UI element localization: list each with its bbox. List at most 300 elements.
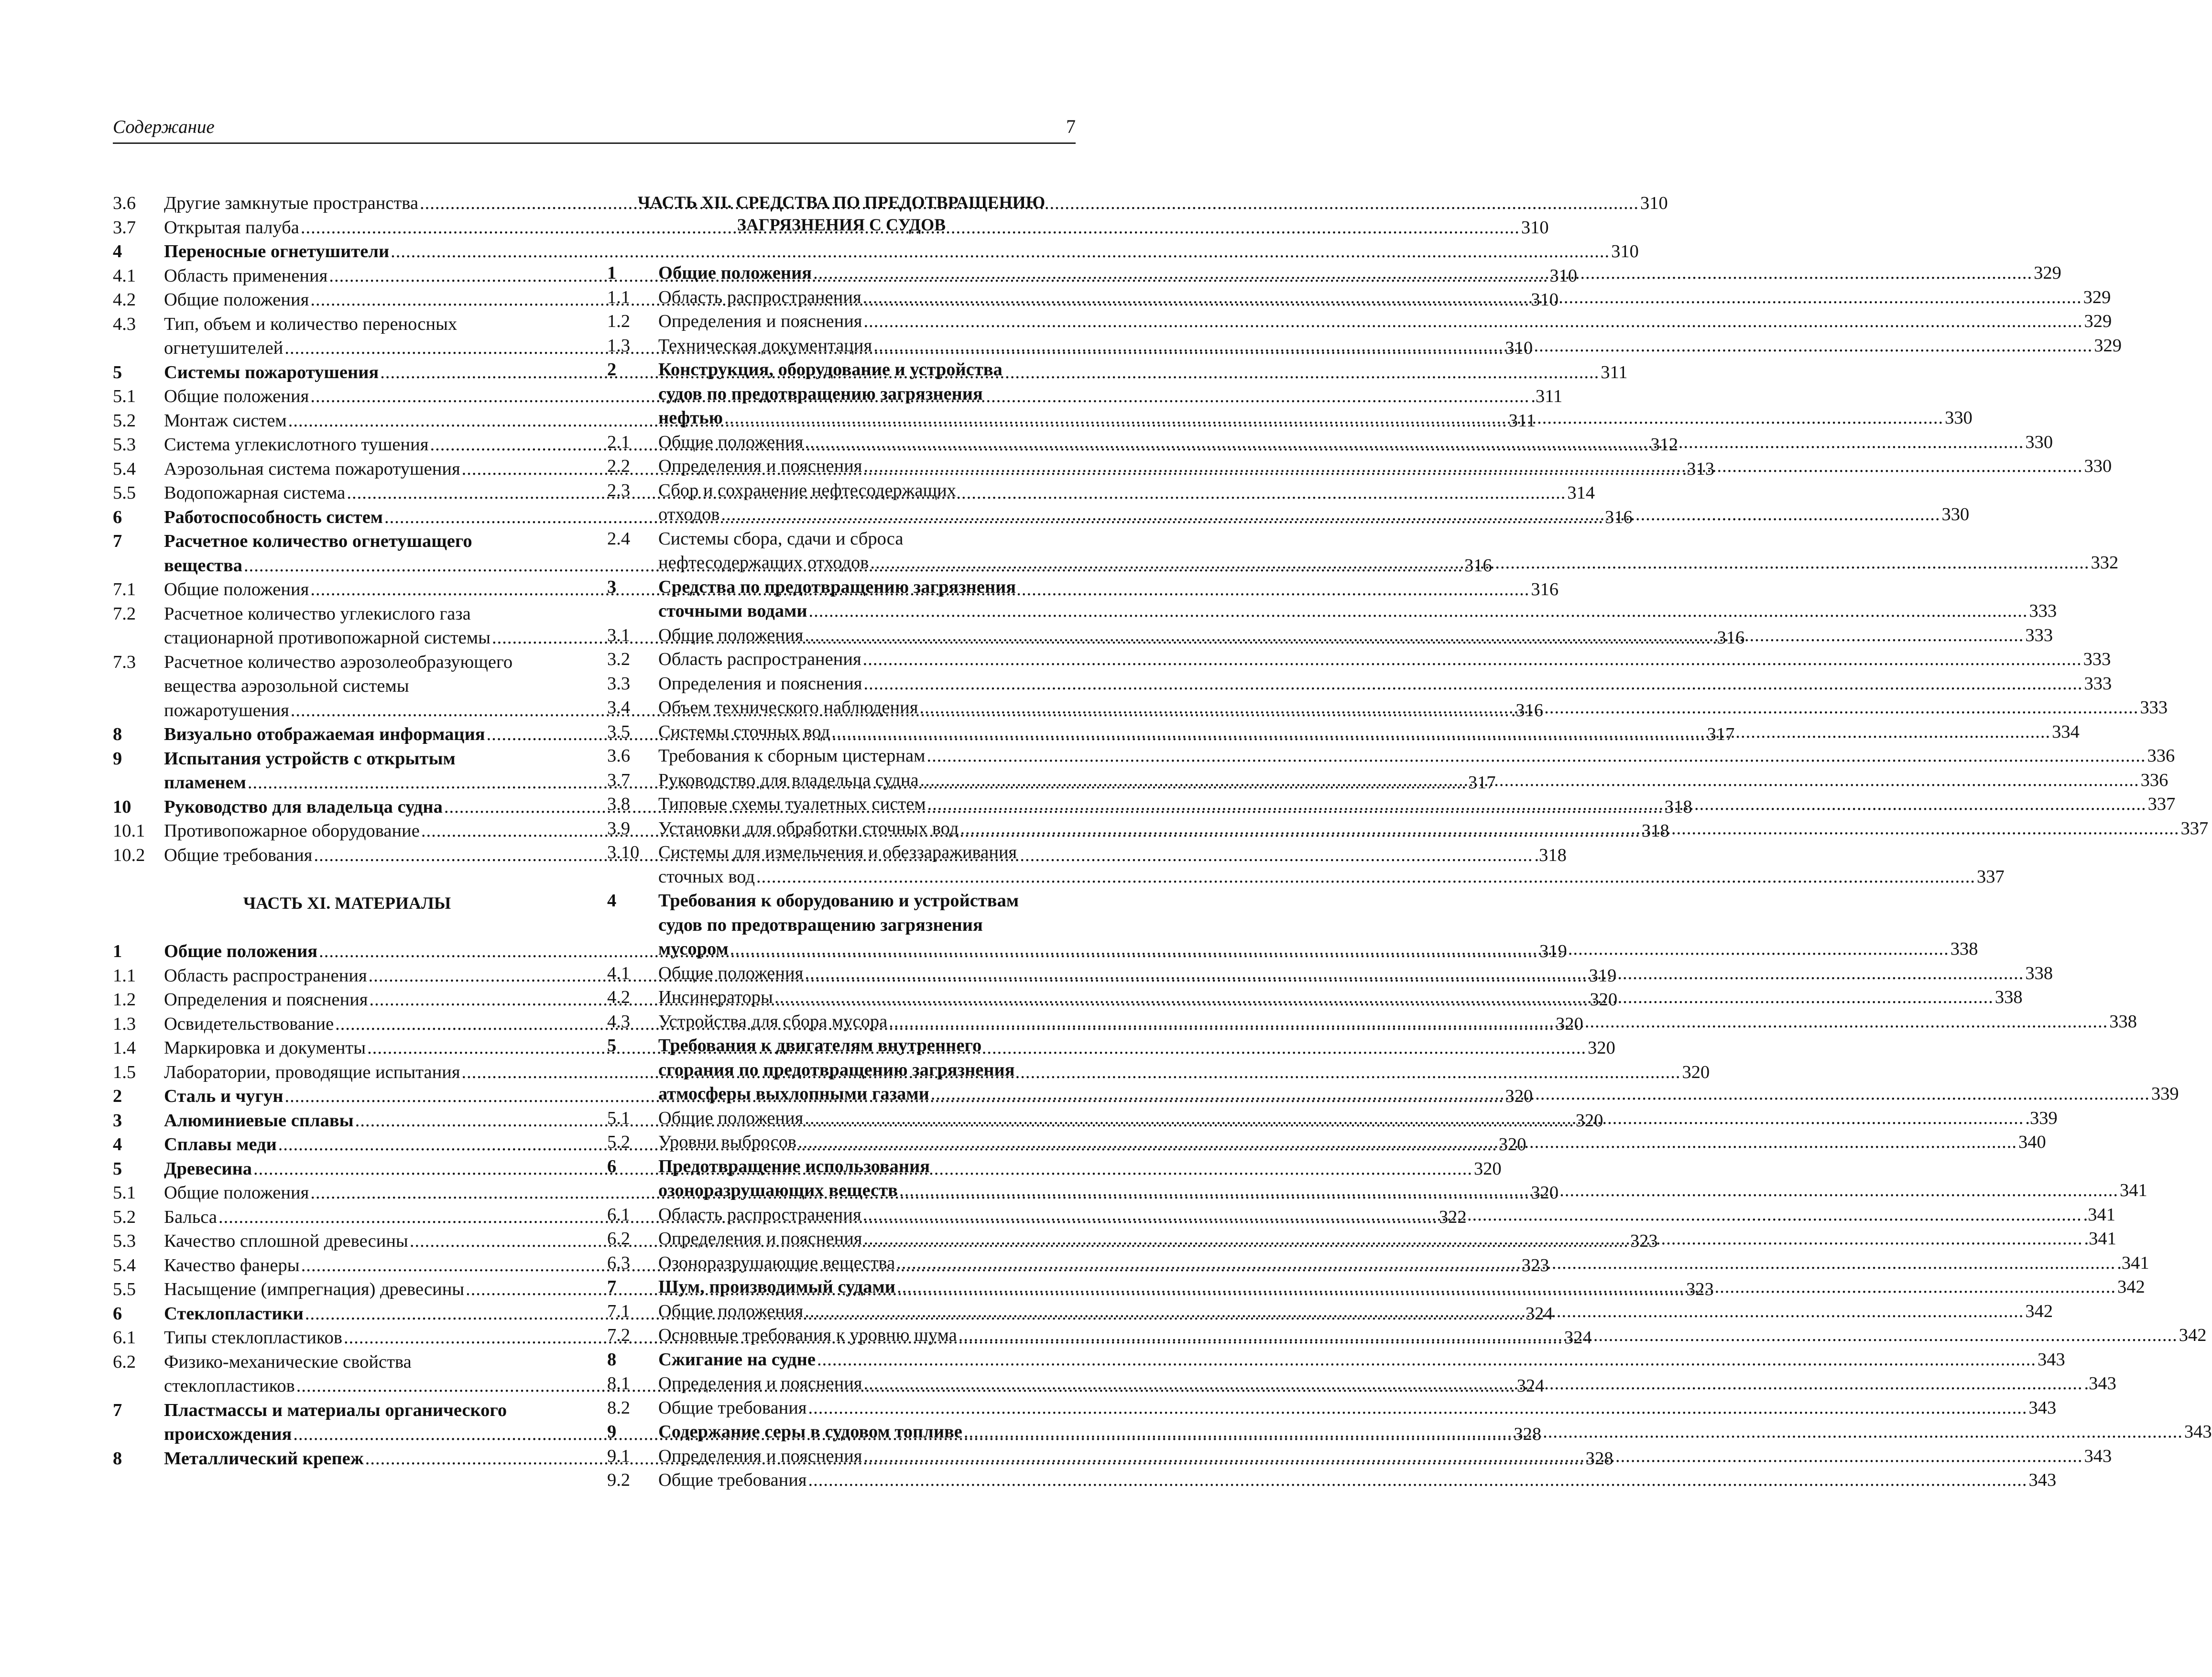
toc-entry-page: 310 (1505, 338, 1533, 358)
toc-entry-number: 1.3 (113, 1013, 136, 1034)
toc-entry-title: сточными водами (658, 601, 807, 621)
dot-leader (756, 865, 1975, 889)
toc-entry (607, 309, 2112, 334)
toc-entry-page: 318 (1664, 796, 1692, 817)
page-number: 7 (1066, 116, 1076, 137)
toc-entry-title: Инсинераторы (658, 987, 773, 1007)
toc-entry-number: 7.1 (607, 1301, 631, 1321)
toc-entry-page: 328 (1514, 1424, 1542, 1444)
toc-entry-number: 8.1 (607, 1373, 631, 1394)
toc-entry-title: Переносные огнетушители (164, 241, 390, 261)
dot-leader (864, 1372, 2083, 1396)
toc-entry-number: 3.7 (607, 770, 631, 790)
toc-entry-title: мусором (658, 939, 729, 959)
toc-entry-number: 5.5 (113, 1279, 136, 1299)
toc-entry-number: 5.1 (607, 1108, 631, 1128)
toc-entry-page: 320 (1498, 1134, 1526, 1154)
toc-entry-number: 9 (607, 1422, 617, 1442)
toc-entry-page: 330 (2084, 456, 2112, 476)
toc-entry-title: пламенем (164, 773, 246, 793)
toc-entry-number: 8 (113, 1448, 122, 1469)
dot-leader (721, 502, 1940, 527)
toc-entry-page: .316 (1511, 700, 1544, 720)
dot-leader (964, 1420, 2183, 1444)
toc-entry-title: Общие положения (658, 625, 804, 645)
toc-entry-page: 333 (2084, 673, 2112, 694)
toc-entry-title: Техническая документация (658, 335, 872, 356)
toc-entry-page: .341 (2084, 1229, 2116, 1249)
toc-entry-title: Руководство для владельца судна (658, 770, 919, 790)
toc-entry (113, 240, 1639, 264)
toc-entry-title: Общие положения (164, 290, 309, 310)
dot-leader (960, 817, 2179, 841)
dot-leader (774, 985, 1994, 1010)
toc-entry-title: Общие положения (658, 1301, 804, 1321)
toc-entry-title: Область распространения (164, 965, 367, 986)
toc-entry-page: .318 (1534, 845, 1567, 865)
toc-entry-title: Определения и пояснения (658, 456, 862, 476)
toc-entry-number: 1.2 (607, 311, 631, 331)
toc-entry-page: 312 (1650, 435, 1678, 455)
toc-entry-number: 2.2 (607, 456, 631, 476)
toc-entry-number: 3.3 (607, 673, 631, 694)
toc-entry-title: Водопожарная система (164, 483, 346, 503)
dot-leader (805, 623, 2024, 648)
toc-entry-title: судов по предотвращению загрязнения (658, 915, 983, 935)
toc-entry-title: Область распространения (658, 287, 861, 307)
toc-entry-title: Сплавы меди (164, 1134, 277, 1154)
toc-entry-title: Качество сплошной древесины (164, 1231, 408, 1251)
toc-entry-number: 2.4 (607, 528, 631, 549)
toc-entry-number: 7 (113, 1400, 122, 1420)
toc-entry-page: 339 (2151, 1084, 2179, 1104)
toc-entry-page: 319 (1589, 965, 1617, 986)
toc-entry-title: Средства по предотвращению загрязнения (658, 577, 1016, 597)
toc-entry-page: 343 (2037, 1349, 2065, 1370)
toc-entry-page: 338 (2025, 963, 2053, 983)
toc-entry-page: 343 (2028, 1470, 2057, 1490)
toc-entry-title: Работоспособность систем (164, 507, 383, 527)
toc-entry-page: .339 (2025, 1108, 2058, 1128)
toc-entry-number: 3.6 (113, 193, 136, 213)
toc-entry-number: 8 (607, 1349, 617, 1370)
dot-leader (805, 1106, 2024, 1131)
section-title-part-xi: ЧАСТЬ XI. МАТЕРИАЛЫ (243, 893, 451, 913)
toc-entry-number: 2 (113, 1086, 122, 1106)
toc-entry-page: 338 (2109, 1011, 2137, 1032)
toc-entry-page: 341 (2119, 1180, 2147, 1200)
toc-entry-title: Общие положения (164, 941, 318, 961)
toc-entry-page: .341 (2083, 1204, 2116, 1225)
toc-entry-title: Системы сбора, сдачи и сброса (658, 528, 904, 549)
toc-entry-page: 334 (2052, 721, 2080, 742)
toc-entry-page: 336 (2140, 770, 2168, 790)
toc-entry-page: 328 (1585, 1448, 1613, 1469)
toc-entry-number: 1.4 (113, 1038, 136, 1058)
toc-entry-title: Типы стеклопластиков (164, 1328, 343, 1348)
toc-entry-page: 310 (1521, 217, 1549, 238)
toc-entry-number: 3 (607, 577, 617, 597)
dot-leader (864, 1444, 2083, 1469)
toc-entry-page: 311 (1508, 410, 1536, 431)
toc-entry-title: Требования к двигателям внутреннего (658, 1035, 982, 1056)
toc-entry-title: Пластмассы и материалы органического (164, 1400, 507, 1420)
toc-entry-number: 3.6 (607, 746, 631, 766)
toc-entry-number: 5.2 (113, 410, 136, 431)
toc-entry-page: 343 (2084, 1446, 2112, 1466)
dot-leader (927, 792, 2147, 817)
toc-entry-number: 2 (607, 359, 617, 380)
toc-entry-title: Уровни выбросов (658, 1132, 796, 1152)
toc-entry-title: Определения и пояснения (658, 673, 862, 694)
toc-entry-number: 5 (113, 1158, 122, 1179)
toc-entry-title: Шум, производимый судами (658, 1277, 895, 1297)
toc-entry-title: Расчетное количество углекислого газа (164, 603, 471, 624)
dot-leader (926, 744, 2146, 768)
toc-entry-title: озоноразрушающих веществ (658, 1180, 898, 1200)
toc-entry-title: Металлический крепеж (164, 1448, 364, 1469)
toc-entry-page: 338 (1994, 987, 2023, 1007)
toc-entry-number: 7 (607, 1277, 617, 1297)
toc-entry-number: 5.3 (113, 1231, 136, 1251)
toc-entry-number: 3.10 (607, 842, 640, 862)
toc-entry-title: Требования к оборудованию и устройствам (658, 891, 1019, 911)
toc-entry-title: Общие требования (658, 1397, 807, 1418)
toc-entry-title: Бальса (164, 1207, 217, 1227)
toc-entry-page: 330 (1945, 408, 1972, 428)
toc-entry-page: 320 (1590, 990, 1618, 1010)
toc-entry-page: 342 (2025, 1301, 2053, 1321)
toc-entry-title: Насыщение (импрегнация) древесины (164, 1279, 465, 1299)
toc-entry-page: 316 (1605, 507, 1633, 527)
toc-entry-number: 10.2 (113, 845, 145, 865)
toc-entry-page: .316 (1712, 628, 1745, 648)
toc-entry-page: 338 (1950, 939, 1978, 959)
toc-entry-page: 310 (1611, 241, 1639, 261)
toc-entry-page: 330 (2025, 432, 2053, 452)
toc-entry-number: 1 (113, 941, 122, 961)
toc-entry-number: 5.3 (113, 435, 136, 455)
page-header (113, 113, 1076, 144)
toc-entry-page: 320 (1505, 1086, 1533, 1106)
toc-entry-number: 1 (607, 263, 617, 283)
dot-leader (809, 599, 2028, 623)
toc-entry-title: Системы для измельчения и обеззараживания (658, 842, 1017, 862)
toc-entry (607, 1396, 2057, 1420)
toc-entry-title: нефтью (658, 408, 723, 428)
toc-entry (607, 672, 2112, 696)
section-title-line: ЗАГРЯЗНЕНИЯ С СУДОВ (737, 215, 946, 234)
toc-entry-number: 7.2 (113, 603, 136, 624)
toc-entry-number: 2.1 (607, 432, 631, 452)
toc-entry-number: 1.1 (113, 965, 136, 986)
toc-entry-number: 4.3 (607, 1011, 631, 1032)
toc-entry-page: 330 (1941, 504, 1970, 524)
toc-entry-page: 343 (2028, 1397, 2057, 1418)
toc-entry-page: 320 (1682, 1062, 1710, 1082)
toc-entry-title: стеклопластиков (164, 1376, 295, 1396)
toc-entry-number: 6.1 (607, 1204, 631, 1225)
toc-entry-page: 322 (1438, 1207, 1467, 1227)
toc-entry-number: 3 (113, 1110, 122, 1131)
toc-entry-title: Противопожарное оборудование (164, 821, 420, 841)
dot-leader (919, 696, 2138, 720)
toc-entry-title: сточных вод (658, 866, 755, 887)
toc-entry (607, 1348, 2065, 1372)
toc-entry-title: Руководство для владельца судна (164, 796, 443, 817)
toc-entry-title: Типовые схемы туалетных систем (658, 794, 926, 814)
toc-entry-title: Определения и пояснения (658, 1373, 862, 1394)
toc-entry-number: 5.1 (113, 1183, 136, 1203)
section-title-part-xii (607, 191, 1076, 236)
toc-entry-page: 319 (1539, 941, 1567, 961)
toc-entry-title: Установки для обработки сточных вод (658, 818, 959, 838)
dot-leader (896, 1251, 2115, 1275)
toc-entry-title: Маркировка и документы (164, 1038, 366, 1058)
dot-leader (864, 672, 2083, 696)
toc-entry-title: Сбор и сохранение нефтесодержащих (658, 480, 956, 501)
toc-entry-title: Система углекислотного тушения (164, 435, 429, 455)
toc-entry-page: 316 (1531, 579, 1559, 599)
toc-entry-page: 333 (2083, 649, 2111, 669)
dot-leader (813, 261, 2032, 285)
toc-entry-title: Требования к сборным цистернам (658, 746, 926, 766)
dot-leader (920, 768, 2139, 793)
toc-entry-title: Стеклопластики (164, 1303, 304, 1324)
toc-entry-number: 6.3 (607, 1252, 631, 1273)
toc-entry-title: Открытая палуба (164, 217, 299, 238)
toc-entry-number: 5.2 (607, 1132, 631, 1152)
toc-entry-title: судов по предотвращению загрязнения (658, 383, 983, 404)
toc-entry-page: 342 (2117, 1277, 2145, 1297)
toc-entry (607, 647, 2111, 672)
toc-entry-number: 3.9 (607, 818, 631, 838)
toc-entry-number: 9.1 (607, 1446, 631, 1466)
toc-entry-page: .313 (1682, 458, 1715, 479)
toc-entry-number: 7.1 (113, 579, 136, 599)
toc-entry-page: 323 (1630, 1231, 1658, 1251)
toc-entry-number: 2.3 (607, 480, 631, 501)
toc-entry-number: 8.2 (607, 1397, 631, 1418)
toc-entry-title: Определения и пояснения (164, 990, 368, 1010)
toc-entry-page: 324 (1516, 1376, 1545, 1396)
dot-leader (864, 454, 2083, 479)
dot-leader (805, 1299, 2024, 1324)
toc-entry-page: 333 (2140, 697, 2168, 718)
toc-entry-title: вещества (164, 555, 242, 576)
toc-entry-page: 343 (2184, 1422, 2212, 1442)
toc-entry-title: Область распространения (658, 1204, 861, 1225)
toc-entry-page: 310 (1640, 193, 1668, 213)
dot-leader (873, 334, 2092, 358)
toc-entry (607, 1468, 2057, 1492)
toc-entry-number: 6 (113, 1303, 122, 1324)
toc-entry-title: отходов (658, 504, 720, 524)
toc-entry-number: 8 (113, 724, 122, 744)
toc-entry-title: Древесина (164, 1158, 252, 1179)
dot-leader (730, 937, 1949, 961)
toc-entry-number: 9 (113, 748, 122, 769)
toc-entry-number: 5.1 (113, 386, 136, 406)
toc-entry-number: 4.1 (607, 963, 631, 983)
toc-entry-page: 329 (2083, 287, 2111, 307)
toc-entry-title: Область распространения (658, 649, 861, 669)
toc-entry-title: Предотвращение использования (658, 1156, 930, 1176)
toc-entry-title: Объем технического наблюдения (658, 697, 918, 718)
toc-entry-page: 342 (2179, 1325, 2207, 1345)
toc-entry-title: атмосферы выхлопными газами (658, 1084, 929, 1104)
toc-entry-page: 323 (1521, 1255, 1549, 1275)
toc-entry-number: 3.5 (607, 721, 631, 742)
toc-entry-page: 333 (2029, 601, 2057, 621)
dot-leader (805, 430, 2024, 455)
toc-entry-page: 320 (1588, 1038, 1615, 1058)
toc-entry-number: 6 (607, 1156, 617, 1176)
toc-entry-number: 10 (113, 796, 131, 817)
toc-entry-title: стационарной противопожарной системы (164, 628, 490, 648)
toc-entry-page: 317 (1468, 773, 1496, 793)
toc-entry-number: 4.1 (113, 265, 136, 286)
toc-entry-number: 7 (113, 531, 122, 551)
toc-entry-number: 4.2 (607, 987, 631, 1007)
toc-entry-page: 333 (2025, 625, 2053, 645)
toc-entry-number: 6 (113, 507, 122, 527)
toc-entry-number: 4 (113, 241, 122, 261)
toc-entry-title: Конструкция, оборудование и устройства (658, 359, 1002, 380)
toc-entry-number: 5 (607, 1035, 617, 1056)
toc-entry-number: 4.2 (113, 290, 136, 310)
dot-leader (870, 551, 2089, 575)
toc-entry-page: 337 (2180, 818, 2209, 838)
toc-entry-title: Другие замкнутые пространства (164, 193, 419, 213)
toc-entry-number: 10.1 (113, 821, 145, 841)
toc-entry-title: Визуально отображаемая информация (164, 724, 485, 744)
toc-entry-number: 1.2 (113, 990, 136, 1010)
toc-entry-page: .311 (1531, 386, 1563, 406)
toc-entry-number: 6.2 (607, 1229, 631, 1249)
toc-entry-title: Расчетное количество аэрозолеобразующего (164, 652, 513, 672)
toc-entry-title: Системы сточных вод (658, 721, 830, 742)
toc-entry-title: Озоноразрушающие вещества (658, 1252, 895, 1273)
toc-entry-number: 5.4 (113, 458, 136, 479)
toc-entry-title: Общие требования (658, 1470, 807, 1490)
dot-leader (863, 1203, 2082, 1227)
dot-leader (863, 647, 2082, 672)
toc-entry-number: 4 (113, 1134, 122, 1154)
toc-entry-number: 5.4 (113, 1255, 136, 1275)
toc-entry-page: 310 (1531, 290, 1559, 310)
toc-entry-title: Физико-механические свойства (164, 1351, 412, 1372)
toc-entry-title: Лаборатории, проводящие испытания (164, 1062, 460, 1082)
toc-entry-number: 9.2 (607, 1470, 631, 1490)
toc-entry-number: 7.2 (607, 1325, 631, 1345)
toc-entry-page: 320 (1474, 1158, 1502, 1179)
toc-entry-number: 7.3 (113, 652, 136, 672)
toc-entry-page: 320 (1531, 1183, 1559, 1203)
toc-entry-title: Аэрозольная система пожаротушения (164, 458, 460, 479)
toc-entry-number: 1.3 (607, 335, 631, 356)
toc-entry-title: Освидетельствование (164, 1013, 334, 1034)
toc-entry-title: Устройства для сбора мусора (658, 1011, 888, 1032)
dot-leader (864, 309, 2083, 334)
dot-leader (863, 285, 2082, 310)
dot-leader (817, 1348, 2036, 1372)
toc-entry-page: 324 (1525, 1303, 1553, 1324)
toc-entry-page: 337 (2147, 794, 2176, 814)
toc-entry-number: 4 (607, 891, 617, 911)
dot-leader (798, 1130, 2017, 1154)
dot-leader (899, 1178, 2118, 1203)
section-title-line: ЧАСТЬ XII. СРЕДСТВА ПО ПРЕДОТВРАЩЕНИЮ (637, 193, 1046, 212)
toc-entry-title: Содержание серы в судовом топливе (658, 1422, 962, 1442)
toc-entry-title: нефтесодержащих отходов (658, 553, 869, 573)
toc-entry-title: Сталь и чугун (164, 1086, 283, 1106)
toc-entry-page: 320 (1556, 1013, 1583, 1034)
toc-entry-page: 314 (1567, 483, 1595, 503)
toc-entry-title: Системы пожаротушения (164, 362, 379, 382)
dot-leader (805, 961, 2024, 986)
toc-entry-page: 329 (2084, 311, 2112, 331)
toc-entry-title: Общие положения (658, 263, 812, 283)
dot-leader (808, 1468, 2027, 1492)
toc-entry-page: 316 (1464, 555, 1492, 576)
dot-leader (889, 1010, 2108, 1034)
toc-entry-title: Общие положения (658, 1108, 804, 1128)
toc-entry-number: 3.2 (607, 649, 631, 669)
toc-entry-title: Тип, объем и количество переносных (164, 314, 458, 334)
toc-entry-page: 318 (1641, 821, 1669, 841)
dot-leader (724, 406, 1943, 430)
toc-entry-page: 329 (2034, 263, 2061, 283)
toc-entry-page: 317 (1707, 724, 1735, 744)
dot-leader (864, 1227, 2083, 1251)
toc-entry-number: 3.8 (607, 794, 631, 814)
toc-entry-page: 337 (1977, 866, 2005, 887)
toc-entry-title: сгорания по предотвращению загрязнения (658, 1059, 1015, 1080)
toc-entry-page: 324 (1564, 1328, 1592, 1348)
dot-leader (959, 1323, 2178, 1348)
toc-entry-title: Определения и пояснения (658, 1446, 862, 1466)
toc-entry-number: 5.5 (113, 483, 136, 503)
toc-entry-title: Общие положения (164, 1183, 309, 1203)
toc-entry-page: 311 (1601, 362, 1628, 382)
toc-entry-page: 320 (1575, 1110, 1603, 1131)
toc-entry-number: 5 (113, 362, 122, 382)
toc-entry-title: Качество фанеры (164, 1255, 300, 1275)
toc-entry-title: происхождения (164, 1424, 292, 1444)
toc-entry-page: 332 (2091, 553, 2119, 573)
dot-leader (808, 1396, 2027, 1420)
toc-entry-title: Испытания устройств с открытым (164, 748, 456, 769)
toc-entry-number: 1.5 (113, 1062, 136, 1082)
toc-entry-number: 5.2 (113, 1207, 136, 1227)
toc-entry-title: Общие требования (164, 845, 313, 865)
toc-entry-title: огнетушителей (164, 338, 283, 358)
toc-entry-number: 3.1 (607, 625, 631, 645)
toc-entry-number: 4.3 (113, 314, 136, 334)
toc-entry-title: Сжигание на судне (658, 1349, 816, 1370)
toc-entry-title: Область применения (164, 265, 328, 286)
toc-entry-page: 329 (2094, 335, 2122, 356)
toc-entry-title: Расчетное количество огнетушащего (164, 531, 472, 551)
toc-entry-page: 310 (1549, 265, 1578, 286)
toc-entry (607, 744, 2175, 768)
dot-leader (831, 720, 2050, 744)
toc-entry-title: Общие положения (164, 386, 309, 406)
toc-entry-title: Основные требования к уровню шума (658, 1325, 957, 1345)
toc-entry-number: 6.2 (113, 1351, 136, 1372)
toc-entry-page: .341 (2117, 1252, 2149, 1273)
